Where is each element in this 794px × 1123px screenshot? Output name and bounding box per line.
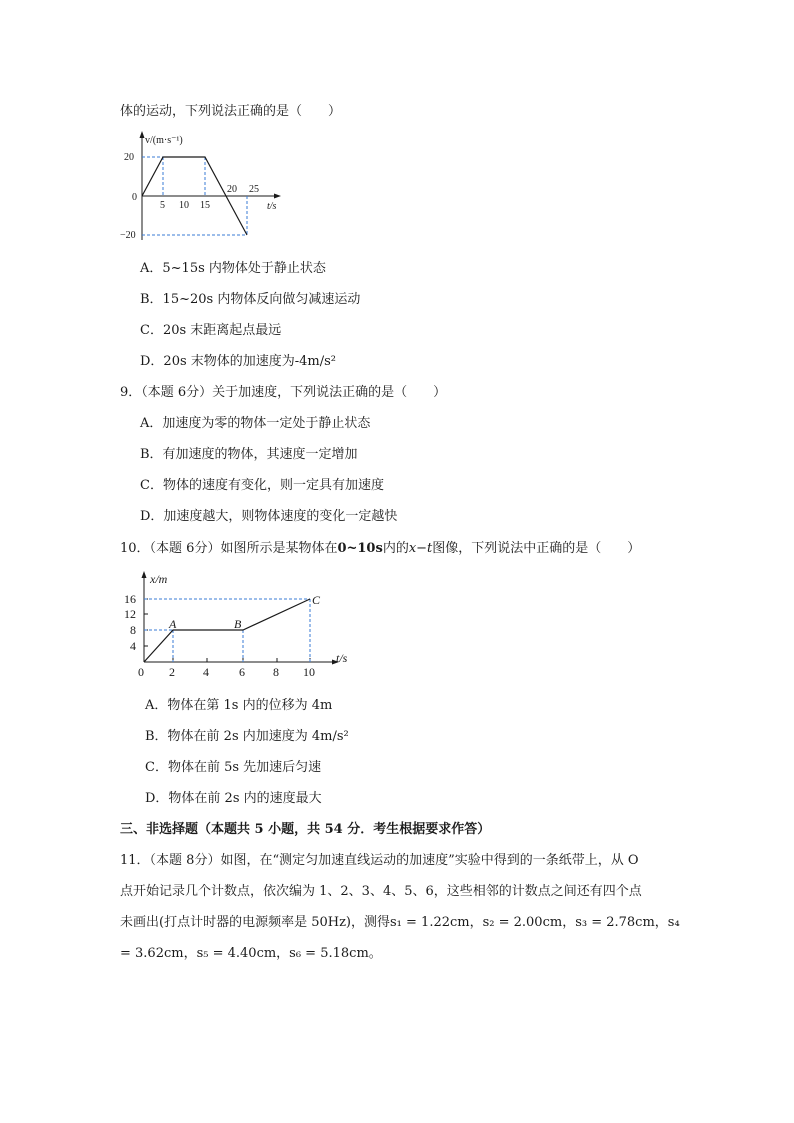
q9-option-c[interactable]: C．物体的速度有变化，则一定具有加速度 xyxy=(140,478,384,493)
q9-option-b[interactable]: B．有加速度的物体，其速度一定增加 xyxy=(140,447,358,462)
q9-option-d[interactable]: D．加速度越大，则物体速度的变化一定越快 xyxy=(140,509,398,524)
q10-stem xyxy=(120,540,640,558)
y-axis-label: x/m xyxy=(150,572,168,586)
x-tick-0: 0 xyxy=(138,665,144,679)
q9-option-a[interactable]: A．加速度为零的物体一定处于静止状态 xyxy=(140,416,371,431)
q8-option-a[interactable]: A．5~15s 内物体处于静止状态 xyxy=(140,261,326,276)
q8-option-d[interactable]: D．20s 末物体的加速度为-4m/s² xyxy=(140,354,337,369)
q11-line-1: 11．（本题 8分）如图，在“测定匀加速直线运动的加速度”实验中得到的一条纸带上，从 O xyxy=(120,853,639,868)
q10-stem-xt: x−t xyxy=(408,541,433,556)
y-tick-neg20: −20 xyxy=(120,230,136,241)
point-b-label: B xyxy=(234,617,242,631)
point-a-label: A xyxy=(169,617,177,631)
q10-option-c[interactable]: C．物体在前 5s 先加速后匀速 xyxy=(145,760,322,775)
x-tick-2: 2 xyxy=(169,665,175,679)
x-tick-5: 5 xyxy=(160,200,165,211)
y-axis-arrow xyxy=(142,571,147,578)
point-c-label: C xyxy=(312,593,321,607)
q10-option-d[interactable]: D．物体在前 2s 内的速度最大 xyxy=(145,791,322,806)
q11-line-3: 未画出(打点计时器的电源频率是 50Hz)，测得s₁ = 1.22cm，s₂ = 2.00cm，s₃ = 2.78cm，s₄ xyxy=(120,915,680,930)
x-axis-label: t/s xyxy=(336,651,348,665)
q10-xt-chart xyxy=(118,570,368,680)
q11-line-4: = 3.62cm，s₅ = 4.40cm，s₆ = 5.18cm。 xyxy=(120,946,382,961)
section-3-heading: 三、非选择题（本题共 5 小题，共 54 分．考生根据要求作答） xyxy=(120,822,491,837)
x-tick-15: 15 xyxy=(200,200,210,211)
x-tick-4: 4 xyxy=(203,665,209,679)
q10-stem-a: 10．（本题 6分）如图所示是某物体在 xyxy=(120,541,338,556)
y-tick-16: 16 xyxy=(124,592,136,606)
x-tick-10: 10 xyxy=(303,665,315,679)
q10-stem-c: 内的 xyxy=(382,541,409,556)
q8-option-b[interactable]: B．15~20s 内物体反向做匀减速运动 xyxy=(140,292,361,307)
y-tick-8: 8 xyxy=(130,623,136,637)
q10-stem-range: 0~10s xyxy=(337,541,383,556)
y-tick-12: 12 xyxy=(124,607,136,621)
x-tick-10: 10 xyxy=(179,200,189,211)
x-tick-6: 6 xyxy=(239,665,245,679)
y-tick-4: 4 xyxy=(130,639,136,653)
q8-option-c[interactable]: C．20s 末距离起点最远 xyxy=(140,323,282,338)
y-axis-arrow xyxy=(140,131,145,138)
x-tick-20: 20 xyxy=(227,184,237,195)
q8-stem: 体的运动，下列说法正确的是（ ） xyxy=(120,104,342,119)
q10-option-b[interactable]: B．物体在前 2s 内加速度为 4m/s² xyxy=(145,729,349,744)
q11-line-2: 点开始记录几个计数点，依次编为 1、2、3、4、5、6，这些相邻的计数点之间还有四个点 xyxy=(120,884,642,899)
y-tick-0: 0 xyxy=(132,192,137,203)
x-tick-25: 25 xyxy=(249,184,259,195)
q10-stem-e: 图像，下列说法中正确的是（ ） xyxy=(432,541,641,556)
q10-option-a[interactable]: A．物体在第 1s 内的位移为 4m xyxy=(145,698,333,713)
y-axis-label: v/(m·s⁻¹) xyxy=(145,135,183,146)
q8-vt-chart xyxy=(118,128,288,246)
x-tick-8: 8 xyxy=(273,665,279,679)
q9-stem: 9．（本题 6分）关于加速度，下列说法正确的是（ ） xyxy=(120,385,447,400)
y-tick-20: 20 xyxy=(124,152,134,163)
x-axis-arrow xyxy=(274,194,281,199)
x-axis-label: t/s xyxy=(267,201,277,212)
